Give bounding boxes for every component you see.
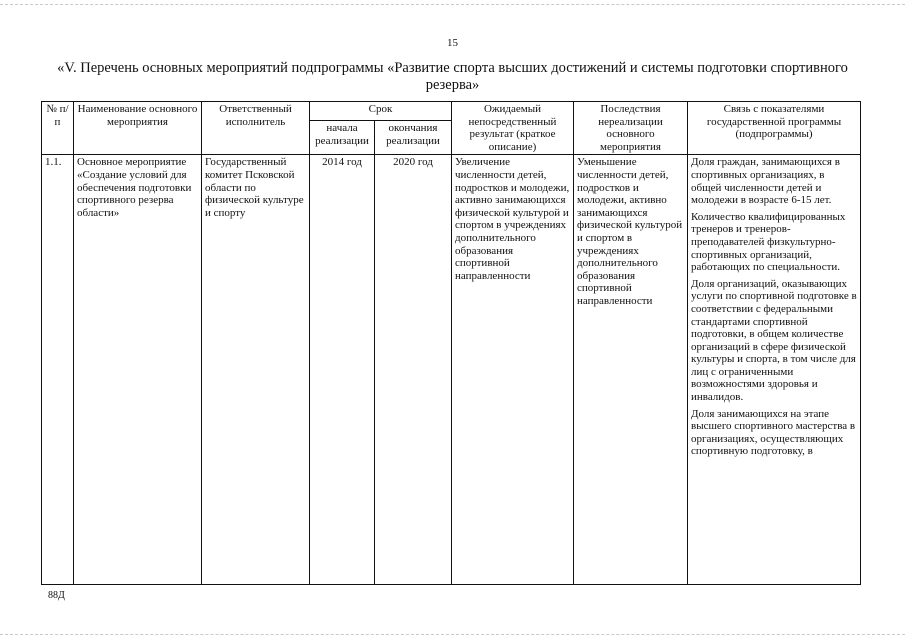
cell-end: 2020 год: [375, 155, 452, 585]
header-expected: Ожидаемый непосредственный результат (краткое описание): [452, 102, 574, 155]
page-number: 15: [447, 37, 458, 49]
cell-name: Основное мероприятие «Создание условий для обеспечения подготовки спортивного резерва области»: [74, 155, 202, 585]
cell-link: [688, 155, 861, 585]
scan-edge-top: [0, 4, 905, 5]
table-row: [42, 155, 861, 585]
link-indicator-1: Доля граждан, занимающихся в спортивных организациях, в общей численности детей и молодежи в возрасте 6-15 лет.: [691, 156, 840, 207]
cell-executor: Государственный комитет Псковской области по физической культуре и спорту: [202, 155, 310, 585]
cell-expected: Увеличение численности детей, подростков и молодежи, активно занимающихся физической культурой и спортом в учреждениях дополнительного образования спортивной направленности: [452, 155, 574, 585]
header-num: № п/п: [42, 102, 74, 155]
page-title: «V. Перечень основных мероприятий подпрограммы «Развитие спорта высших достижений и системы подготовки спортивного резерва»: [57, 60, 848, 93]
cell-num: 1.1.: [42, 155, 74, 585]
footer-code: 88Д: [48, 590, 65, 601]
header-term-end: окончания реализации: [375, 121, 452, 155]
measures-table: [41, 101, 861, 585]
header-executor: Ответственный исполнитель: [202, 102, 310, 155]
link-indicator-2: Количество квалифицированных тренеров и тренеров-преподавателей физкультурно-спортивных организаций, работающих по специальности.: [691, 210, 846, 274]
cell-start: 2014 год: [310, 155, 375, 585]
link-indicator-4: Доля занимающихся на этапе высшего спортивного мастерства в организациях, осуществляющих спортивную подготовку, в: [691, 407, 856, 458]
header-name: Наименование основного мероприятия: [74, 102, 202, 155]
header-link: Связь с показателями государственной программы (подпрограммы): [688, 102, 861, 155]
cell-consequences: Уменьшение численности детей, подростков и молодежи, активно занимающихся физической культурой и спортом в учреждениях дополнительного образования спортивной направленности: [574, 155, 688, 585]
table-header-row: [42, 102, 861, 121]
header-term-start: начала реализации: [310, 121, 375, 155]
header-consequences: Последствия нереализации основного мероприятия: [574, 102, 688, 155]
link-indicator-3: Доля организаций, оказывающих услуги по спортивной подготовке в соответствии с федеральными стандартами спортивной подготовки, в общем количестве организаций в сфере физической культуры и спорта, в том числе для лиц с ограниченными возможностями здоровья и инвалидов.: [691, 277, 857, 404]
header-term: Срок: [310, 102, 452, 121]
scan-edge-bottom: [0, 634, 905, 635]
